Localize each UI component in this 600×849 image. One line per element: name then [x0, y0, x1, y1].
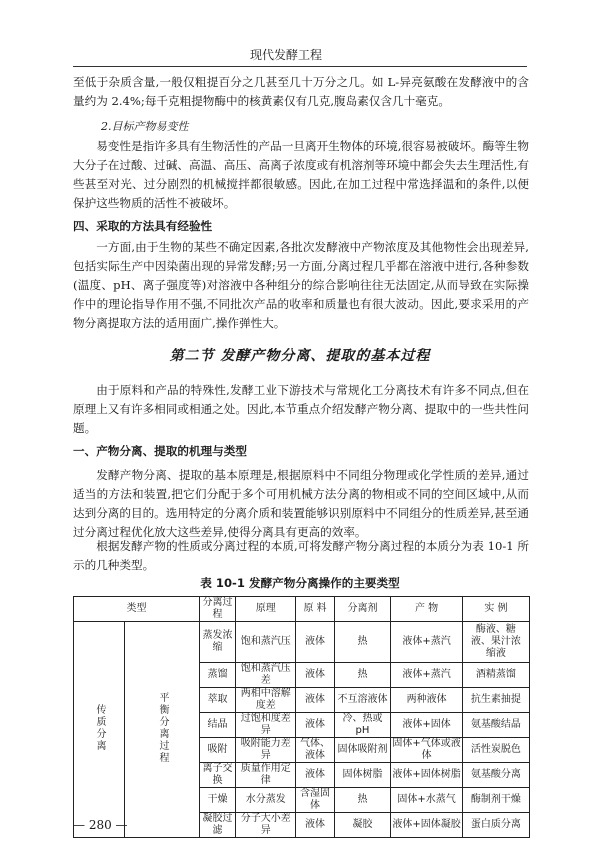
section-title: 第二节 发酵产物分离、提取的基本过程 — [169, 348, 431, 364]
table-header-row — [74, 597, 530, 622]
table-cell: 固体+水蒸气 — [391, 788, 462, 813]
table-cell: 热 — [334, 788, 391, 813]
table-cell: 液体 — [296, 688, 334, 713]
table-row — [74, 622, 530, 663]
table-cell: 液体 — [296, 763, 334, 788]
table-cell: 干燥 — [200, 788, 236, 813]
group-cell — [74, 622, 125, 838]
group-label: 传质分离 — [94, 703, 105, 752]
table-cell: 气体、液体 — [296, 738, 334, 763]
table-cell: 萃取 — [200, 688, 236, 713]
heading-empirical-methods: 四、采取的方法具有经验性 — [73, 219, 213, 233]
table-cell: 含湿固体 — [296, 788, 334, 813]
column-header: 实 例 — [462, 597, 529, 622]
table-cell: 液体 — [296, 713, 334, 738]
table-cell: 凝胶过滤 — [200, 813, 236, 838]
table-cell: 吸附能力差异 — [236, 738, 296, 763]
table-cell: 酶制剂干燥 — [462, 788, 529, 813]
table-cell: 液体 — [296, 663, 334, 688]
table-cell: 液体+蒸汽 — [391, 663, 462, 688]
table-caption: 表 10-1 发酵产物分离操作的主要类型 — [200, 576, 400, 590]
paragraph-empirical-methods: 一方面,由于生物的某些不确定因素,各批次发酵液中产物浓度及其他物性会出现差异,包括实际生产中因染菌出现的异常发酵;另一方面,分离过程几乎都在溶液中进行,各种参数(温度、pH、离子强度等)对溶液中各种组分的综合影响往往无法固定,从而导致在实际操作中的理论指导作用不强,不同批次产品的收率和质量也有很大波动。因此,要求采用的产物分离提取方法的适用面广,操作弹性大。 — [73, 240, 529, 330]
table-cell: 离子交换 — [200, 763, 236, 788]
paragraph-mechanism: 发酵产物分离、提取的基本原理是,根据原料中不同组分物理或化学性质的差异,通过适当的方法和装置,把它们分配于多个可用机械方法分离的物相或不同的空间区域中,从而达到分离的目的。选用特定的分离介质和装置能够识别原料中不同组分的性质差异,甚至通过分离过程优化放大这些差异,使得分离具有更高的效率。 — [73, 468, 529, 539]
table-cell: 液体+固体凝胶 — [391, 813, 462, 838]
table-cell: 酶液、糖液、果汁浓缩液 — [462, 622, 529, 663]
subgroup-label: 平衡分离过程 — [157, 691, 168, 764]
table-cell: 饱和蒸汽压差 — [236, 663, 296, 688]
column-header: 分离过程 — [200, 597, 236, 622]
page-header — [73, 44, 527, 67]
running-title: 现代发酵工程 — [249, 48, 322, 62]
table-cell: 固体吸附剂 — [334, 738, 391, 763]
table-cell: 不互溶液体 — [334, 688, 391, 713]
table-cell: 质量作用定律 — [236, 763, 296, 788]
table-cell: 液体 — [296, 813, 334, 838]
table-cell: 蒸发浓缩 — [200, 622, 236, 663]
paragraph-instability: 易变性是指许多具有生物活性的产品一旦离开生物体的环境,很容易被破坏。酶等生物 大分子在过酸、过碱、高温、高压、高离子浓度或有机溶剂等环境中都会失去生理活性,有些甚至对光、过分剧烈的机械搅拌都很敏感。因此,在加工过程中常选择温和的条件,以便保护这些物质的活性不被破坏。 — [73, 139, 529, 210]
column-header: 原 料 — [296, 597, 334, 622]
subheading-instability: 2.目标产物易变性 — [101, 120, 189, 133]
table-cell: 蛋白质分离 — [462, 813, 529, 838]
subgroup-cell — [125, 622, 200, 838]
column-header: 原理 — [236, 597, 296, 622]
column-header: 类型 — [74, 597, 200, 622]
table-cell: 固体+气体或液体 — [392, 738, 461, 761]
table-cell: 热 — [334, 663, 391, 688]
table-cell: 固体树脂 — [334, 763, 391, 788]
table-cell: 两种液体 — [391, 688, 462, 713]
table-cell: 凝胶 — [334, 813, 391, 838]
table-cell: 液体 — [296, 622, 334, 663]
column-header: 分离剂 — [334, 597, 391, 622]
table-cell: 分子大小差异 — [236, 813, 296, 838]
table-cell: 液体+蒸汽 — [391, 622, 462, 663]
table-cell: 吸附 — [200, 738, 236, 763]
separation-types-table — [73, 596, 530, 838]
table-cell: 蒸馏 — [200, 663, 236, 688]
table-cell: 氨基酸分离 — [462, 763, 529, 788]
table-cell: 水分蒸发 — [236, 788, 296, 813]
table-cell: 液体+固体 — [391, 713, 462, 738]
table-cell: 氨基酸结晶 — [462, 713, 529, 738]
table-cell: 结晶 — [200, 713, 236, 738]
table-cell: 两相中溶解度差 — [236, 688, 296, 713]
heading-mechanism-types: 一、产物分离、提取的机理与类型 — [73, 444, 247, 458]
table-cell: 饱和蒸汽压 — [236, 622, 296, 663]
page-number: — 280 — — [73, 818, 128, 832]
table-cell: 酒精蒸馏 — [462, 663, 529, 688]
paragraph-section-intro: 由于原料和产品的特殊性,发酵工业下游技术与常规化工分离技术有许多不同点,但在原理上又有许多相同或相通之处。因此,本节重点介绍发酵产物分离、提取中的一些共性问题。 — [73, 383, 529, 435]
table-cell: 过饱和度差异 — [236, 713, 296, 738]
table-cell: 抗生素抽提 — [462, 688, 529, 713]
paragraph-table-reference: 根据发酵产物的性质或分离过程的本质,可将发酵产物分离过程的本质分为表 10-1 所示的几种类型。 — [73, 539, 529, 572]
paragraph-intro: 至低于杂质含量,一般仅粗提百分之几甚至几十万分之几。如 L-异亮氨酸在发酵液中的含量约为 2.4%;每千克粗提物酶中的核黄素仅有几克,腹岛素仅含几十毫克。 — [73, 75, 529, 108]
table-cell: 活性炭脱色 — [462, 738, 529, 763]
table-cell: 冷、热或 pH — [334, 713, 391, 738]
column-header: 产 物 — [391, 597, 462, 622]
table-cell: 液体+固体树脂 — [391, 763, 462, 788]
table-cell: 热 — [334, 622, 391, 663]
